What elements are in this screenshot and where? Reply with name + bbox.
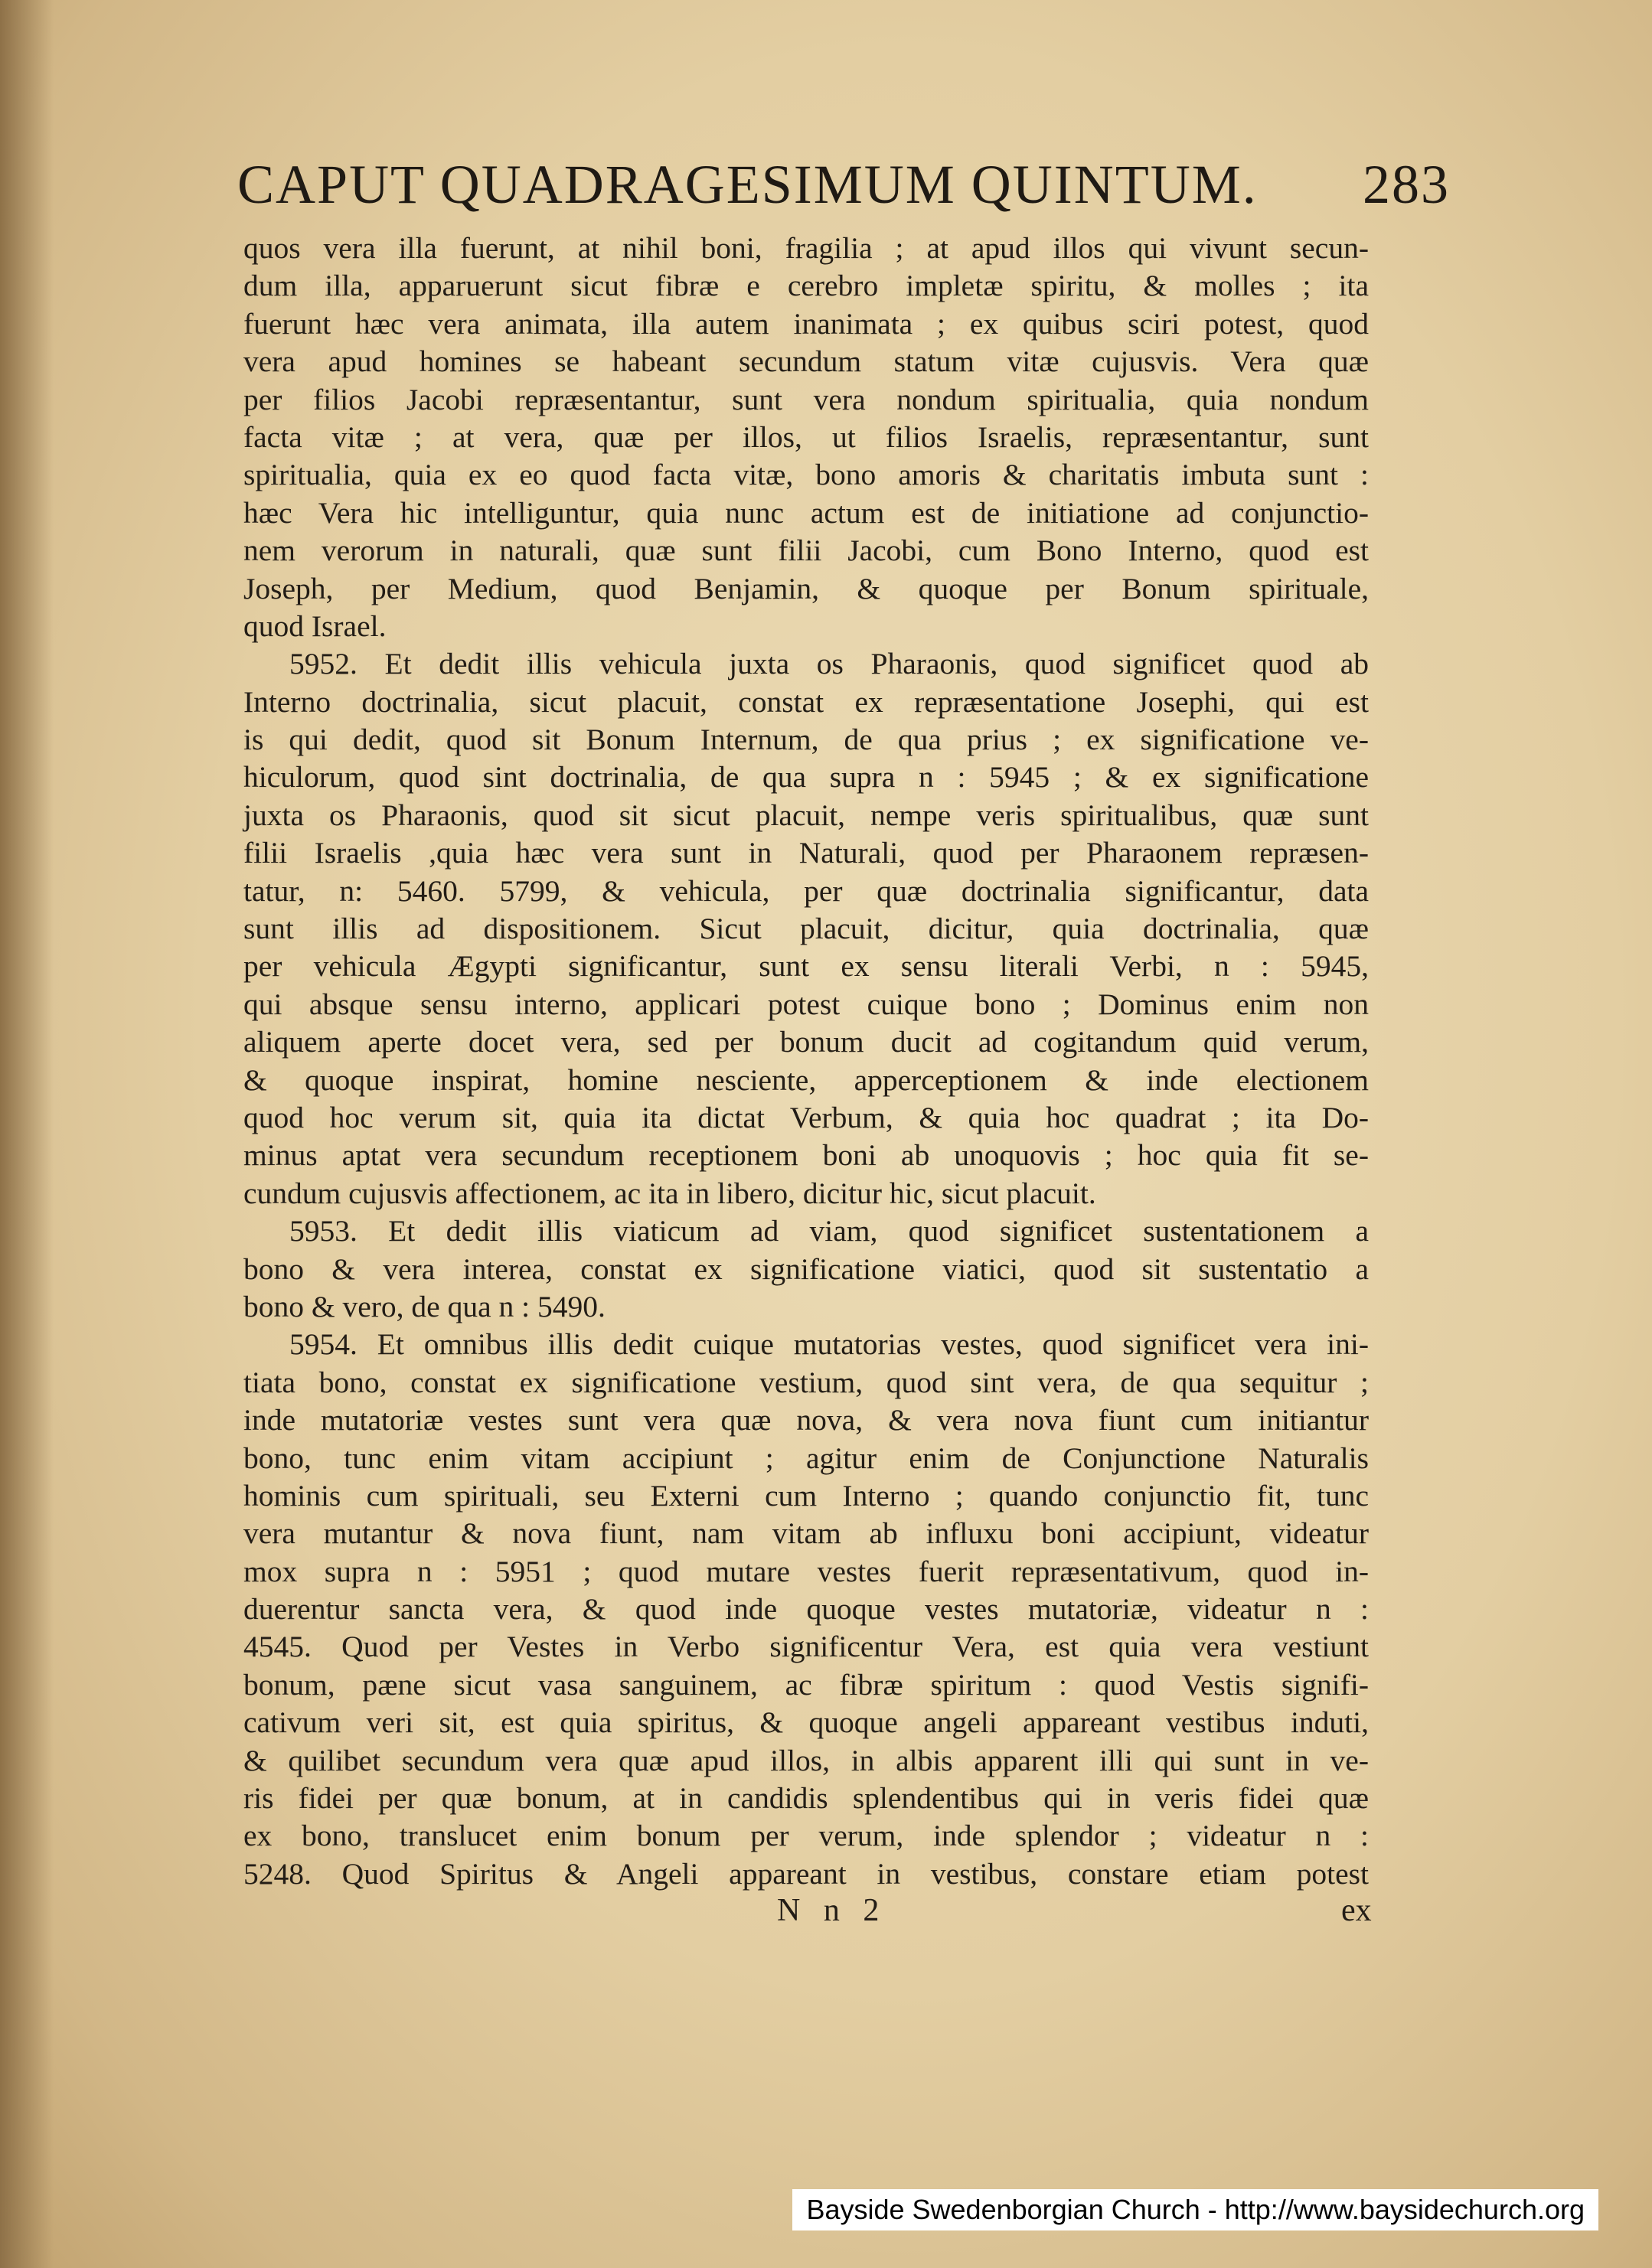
text-line: quod Israel. — [243, 609, 387, 643]
text-line: facta vitæ ; at vera, quæ per illos, ut filios Israelis, repræsentantur, sunt — [243, 419, 1369, 454]
text-line: ris fidei per quæ bonum, at in candidis splendentibus qui in veris fidei quæ — [243, 1781, 1369, 1816]
text-line: tiata bono, constat ex significatione vestium, quod sint vera, de qua sequitur ; — [243, 1365, 1369, 1399]
chapter-title: CAPUT QUADRAGESIMUM QUINTUM. — [237, 154, 1258, 215]
text-line: nem verorum in naturali, quæ sunt filii Jacobi, cum Bono Interno, quod est — [243, 534, 1369, 568]
text-line: hæc Vera hic intelliguntur, quia nunc actum est de initiatione ad conjunctio- — [243, 495, 1369, 530]
text-line: juxta os Pharaonis, quod sit sicut placuit, nempe veris spiritualibus, quæ sunt — [243, 798, 1369, 832]
text-line: dum illa, apparuerunt sicut fibræ e cerebro impletæ spiritu, & molles ; ita — [243, 269, 1369, 303]
text-line: & quilibet secundum vera quæ apud illos, in albis apparent illi qui sunt in ve- — [243, 1743, 1369, 1777]
text-line: & quoque inspirat, homine nesciente, apperceptionem & inde electionem — [243, 1062, 1369, 1097]
text-line: 5952. Et dedit illis vehicula juxta os Pharaonis, quod significet quod ab — [289, 647, 1369, 681]
text-line: is qui dedit, quod sit Bonum Internum, de qua prius ; ex significatione ve- — [243, 723, 1369, 757]
text-line: Joseph, per Medium, quod Benjamin, & quoque per Bonum spirituale, — [243, 571, 1369, 605]
text-line: tatur, n: 5460. 5799, & vehicula, per quæ doctrinalia significantur, data — [243, 873, 1369, 908]
text-line: duerentur sancta vera, & quod inde quoque vestes mutatoriæ, videatur n : — [243, 1592, 1369, 1627]
text-line: 5954. Et omnibus illis dedit cuique mutatorias vestes, quod significet vera ini- — [289, 1327, 1369, 1362]
text-line: 5248. Quod Spiritus & Angeli appareant in vestibus, constare etiam potest — [243, 1856, 1369, 1891]
text-line: per vehicula Ægypti significantur, sunt ex sensu literali Verbi, n : 5945, — [243, 949, 1369, 984]
text-line: cativum veri sit, est quia spiritus, & quoque angeli appareant vestibus induti, — [243, 1705, 1369, 1740]
text-line: hiculorum, quod sint doctrinalia, de qua supra n : 5945 ; & ex significatione — [243, 760, 1369, 795]
text-line: inde mutatoriæ vestes sunt vera quæ nova, & vera nova fiunt cum initiantur — [243, 1403, 1369, 1437]
text-line: bono & vero, de qua n : 5490. — [243, 1289, 606, 1323]
catchword: ex — [1341, 1893, 1372, 1928]
signature-mark: N n 2 — [777, 1893, 887, 1928]
text-line: sunt illis ad dispositionem. Sicut placuit, dicitur, quia doctrinalia, quæ — [243, 912, 1369, 946]
text-line: 5953. Et dedit illis viaticum ad viam, quod significet sustentationem a — [289, 1214, 1369, 1248]
text-line: quod hoc verum sit, quia ita dictat Verbum, & quia hoc quadrat ; ita Do- — [243, 1100, 1369, 1134]
page-number: 283 — [1363, 154, 1450, 215]
text-line: spiritualia, quia ex eo quod facta vitæ, bono amoris & charitatis imbuta sunt : — [243, 458, 1369, 492]
text-line: cundum cujusvis affectionem, ac ita in libero, dicitur hic, sicut placuit. — [243, 1176, 1096, 1210]
binding-shadow — [0, 0, 54, 2268]
text-line: per filios Jacobi repræsentantur, sunt vera nondum spiritualia, quia nondum — [243, 382, 1369, 416]
text-line: hominis cum spirituali, seu Externi cum Interno ; quando conjunctio fit, tunc — [243, 1478, 1369, 1513]
text-line: ex bono, translucet enim bonum per verum, inde splendor ; videatur n : — [243, 1819, 1369, 1853]
text-line: minus aptat vera secundum receptionem boni ab unoquovis ; hoc quia fit se- — [243, 1138, 1369, 1173]
text-line: bono, tunc enim vitam accipiunt ; agitur enim de Conjunctione Naturalis — [243, 1441, 1369, 1475]
text-line: bono & vera interea, constat ex significatione viatici, quod sit sustentatio a — [243, 1251, 1369, 1286]
text-line: vera apud homines se habeant secundum statum vitæ cujusvis. Vera quæ — [243, 344, 1369, 379]
text-line: mox supra n : 5951 ; quod mutare vestes fuerit repræsentativum, quod in- — [243, 1554, 1369, 1588]
text-line: bonum, pæne sicut vasa sanguinem, ac fibræ spiritum : quod Vestis signifi- — [243, 1667, 1369, 1702]
body-text — [243, 230, 1369, 1893]
text-line: qui absque sensu interno, applicari potest cuique bono ; Dominus enim non — [243, 987, 1369, 1021]
text-line: quos vera illa fuerunt, at nihil boni, fragilia ; at apud illos qui vivunt secun- — [243, 231, 1369, 265]
text-line: vera mutantur & nova fiunt, nam vitam ab influxu boni accipiunt, videatur — [243, 1516, 1369, 1551]
text-line: filii Israelis ,quia hæc vera sunt in Naturali, quod per Pharaonem repræsen- — [243, 836, 1369, 870]
watermark-credit: Bayside Swedenborgian Church - http://www.baysidechurch.org — [792, 2189, 1598, 2230]
text-line: aliquem aperte docet vera, sed per bonum ducit ad cogitandum quid verum, — [243, 1025, 1369, 1059]
text-line: fuerunt hæc vera animata, illa autem inanimata ; ex quibus sciri potest, quod — [243, 306, 1369, 341]
text-line: Interno doctrinalia, sicut placuit, constat ex repræsentatione Josephi, qui est — [243, 684, 1369, 719]
text-line: 4545. Quod per Vestes in Verbo significentur Vera, est quia vera vestiunt — [243, 1630, 1369, 1664]
running-head — [237, 153, 1450, 217]
